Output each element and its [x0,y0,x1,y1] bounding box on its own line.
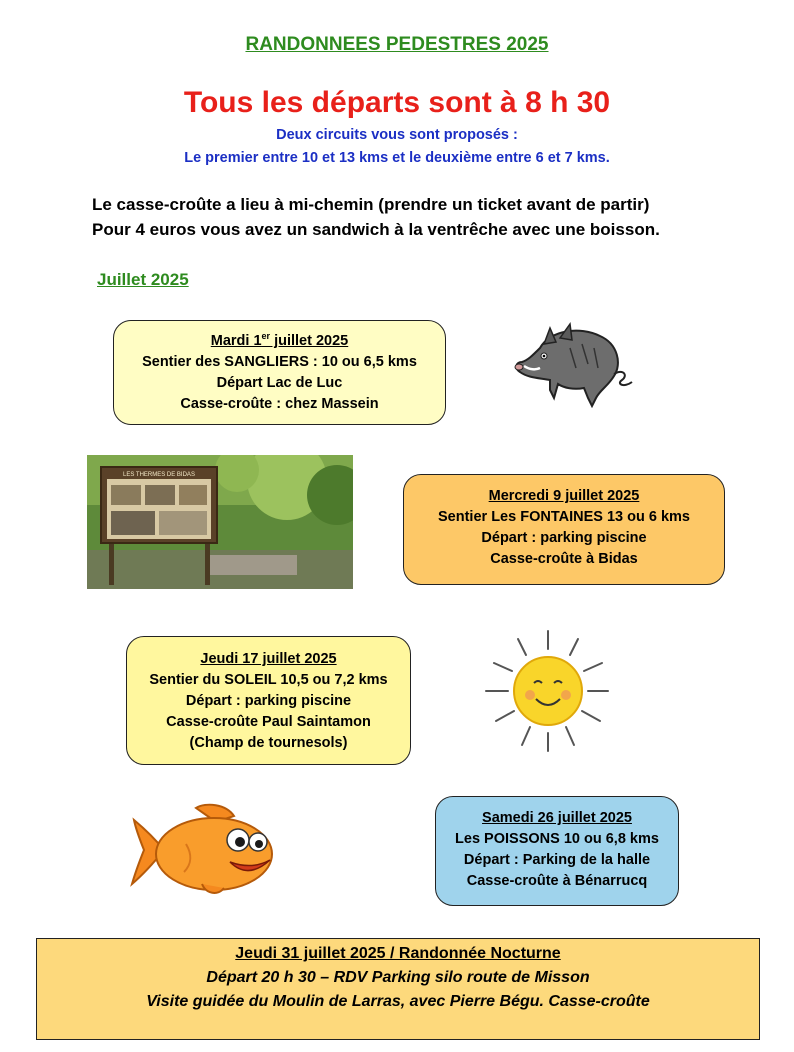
event-snack: Casse-croûte à Bidas [490,551,638,567]
event-box-sangliers [113,320,446,425]
event-date: Mardi 1er juillet 2025 [210,331,349,349]
event-date: Jeudi 17 juillet 2025 [200,651,337,667]
circuits-subtitle-1: Deux circuits vous sont proposés : [276,127,518,143]
event-snack: Casse-croûte Paul Saintamon [166,714,371,730]
night-hike-box [36,938,760,1040]
departure-headline: Tous les départs sont à 8 h 30 [183,86,611,119]
circuits-subtitle-2: Le premier entre 10 et 13 kms et le deuxième entre 6 et 7 kms. [184,150,610,166]
event-box-poissons [435,796,679,906]
event-note: (Champ de tournesols) [189,735,348,751]
event-trail: Les POISSONS 10 ou 6,8 kms [455,831,659,847]
event-trail: Sentier du SOLEIL 10,5 ou 7,2 kms [149,672,388,688]
event-snack: Casse-croûte : chez Massein [180,396,379,412]
event-snack: Casse-croûte à Bénarrucq [466,873,648,889]
event-trail: Sentier Les FONTAINES 13 ou 6 kms [438,509,690,525]
event-departure: Départ Lac de Luc [216,375,343,391]
event-date: Mercredi 9 juillet 2025 [488,488,640,504]
fish-illustration [126,800,281,900]
event-date: Samedi 26 juillet 2025 [482,810,632,826]
intro-line-2: Pour 4 euros vous avez un sandwich à la ventrêche avec une boisson. [92,220,660,239]
sun-illustration [478,625,618,755]
document-title: RANDONNEES PEDESTRES 2025 [245,34,549,55]
sign-text: LES THERMES DE BIDAS [123,472,195,478]
event-trail: Sentier des SANGLIERS : 10 ou 6,5 kms [142,354,417,370]
month-heading: Juillet 2025 [97,270,189,289]
event-departure: Départ : Parking de la halle [463,852,651,868]
night-hike-visit: Visite guidée du Moulin de Larras, avec Pierre Bégu. Casse-croûte [146,993,650,1010]
event-departure: Départ : parking piscine [481,530,647,546]
event-departure: Départ : parking piscine [185,693,352,709]
night-hike-departure: Départ 20 h 30 – RDV Parking silo route de Misson [206,969,590,986]
night-hike-title: Jeudi 31 juillet 2025 / Randonnée Nocturne [235,945,561,962]
event-box-fontaines [403,474,725,585]
event-box-soleil [126,636,411,765]
boar-illustration [510,318,640,408]
intro-line-1: Le casse-croûte a lieu à mi-chemin (prendre un ticket avant de partir) [92,195,650,214]
bidas-photo [87,455,353,589]
